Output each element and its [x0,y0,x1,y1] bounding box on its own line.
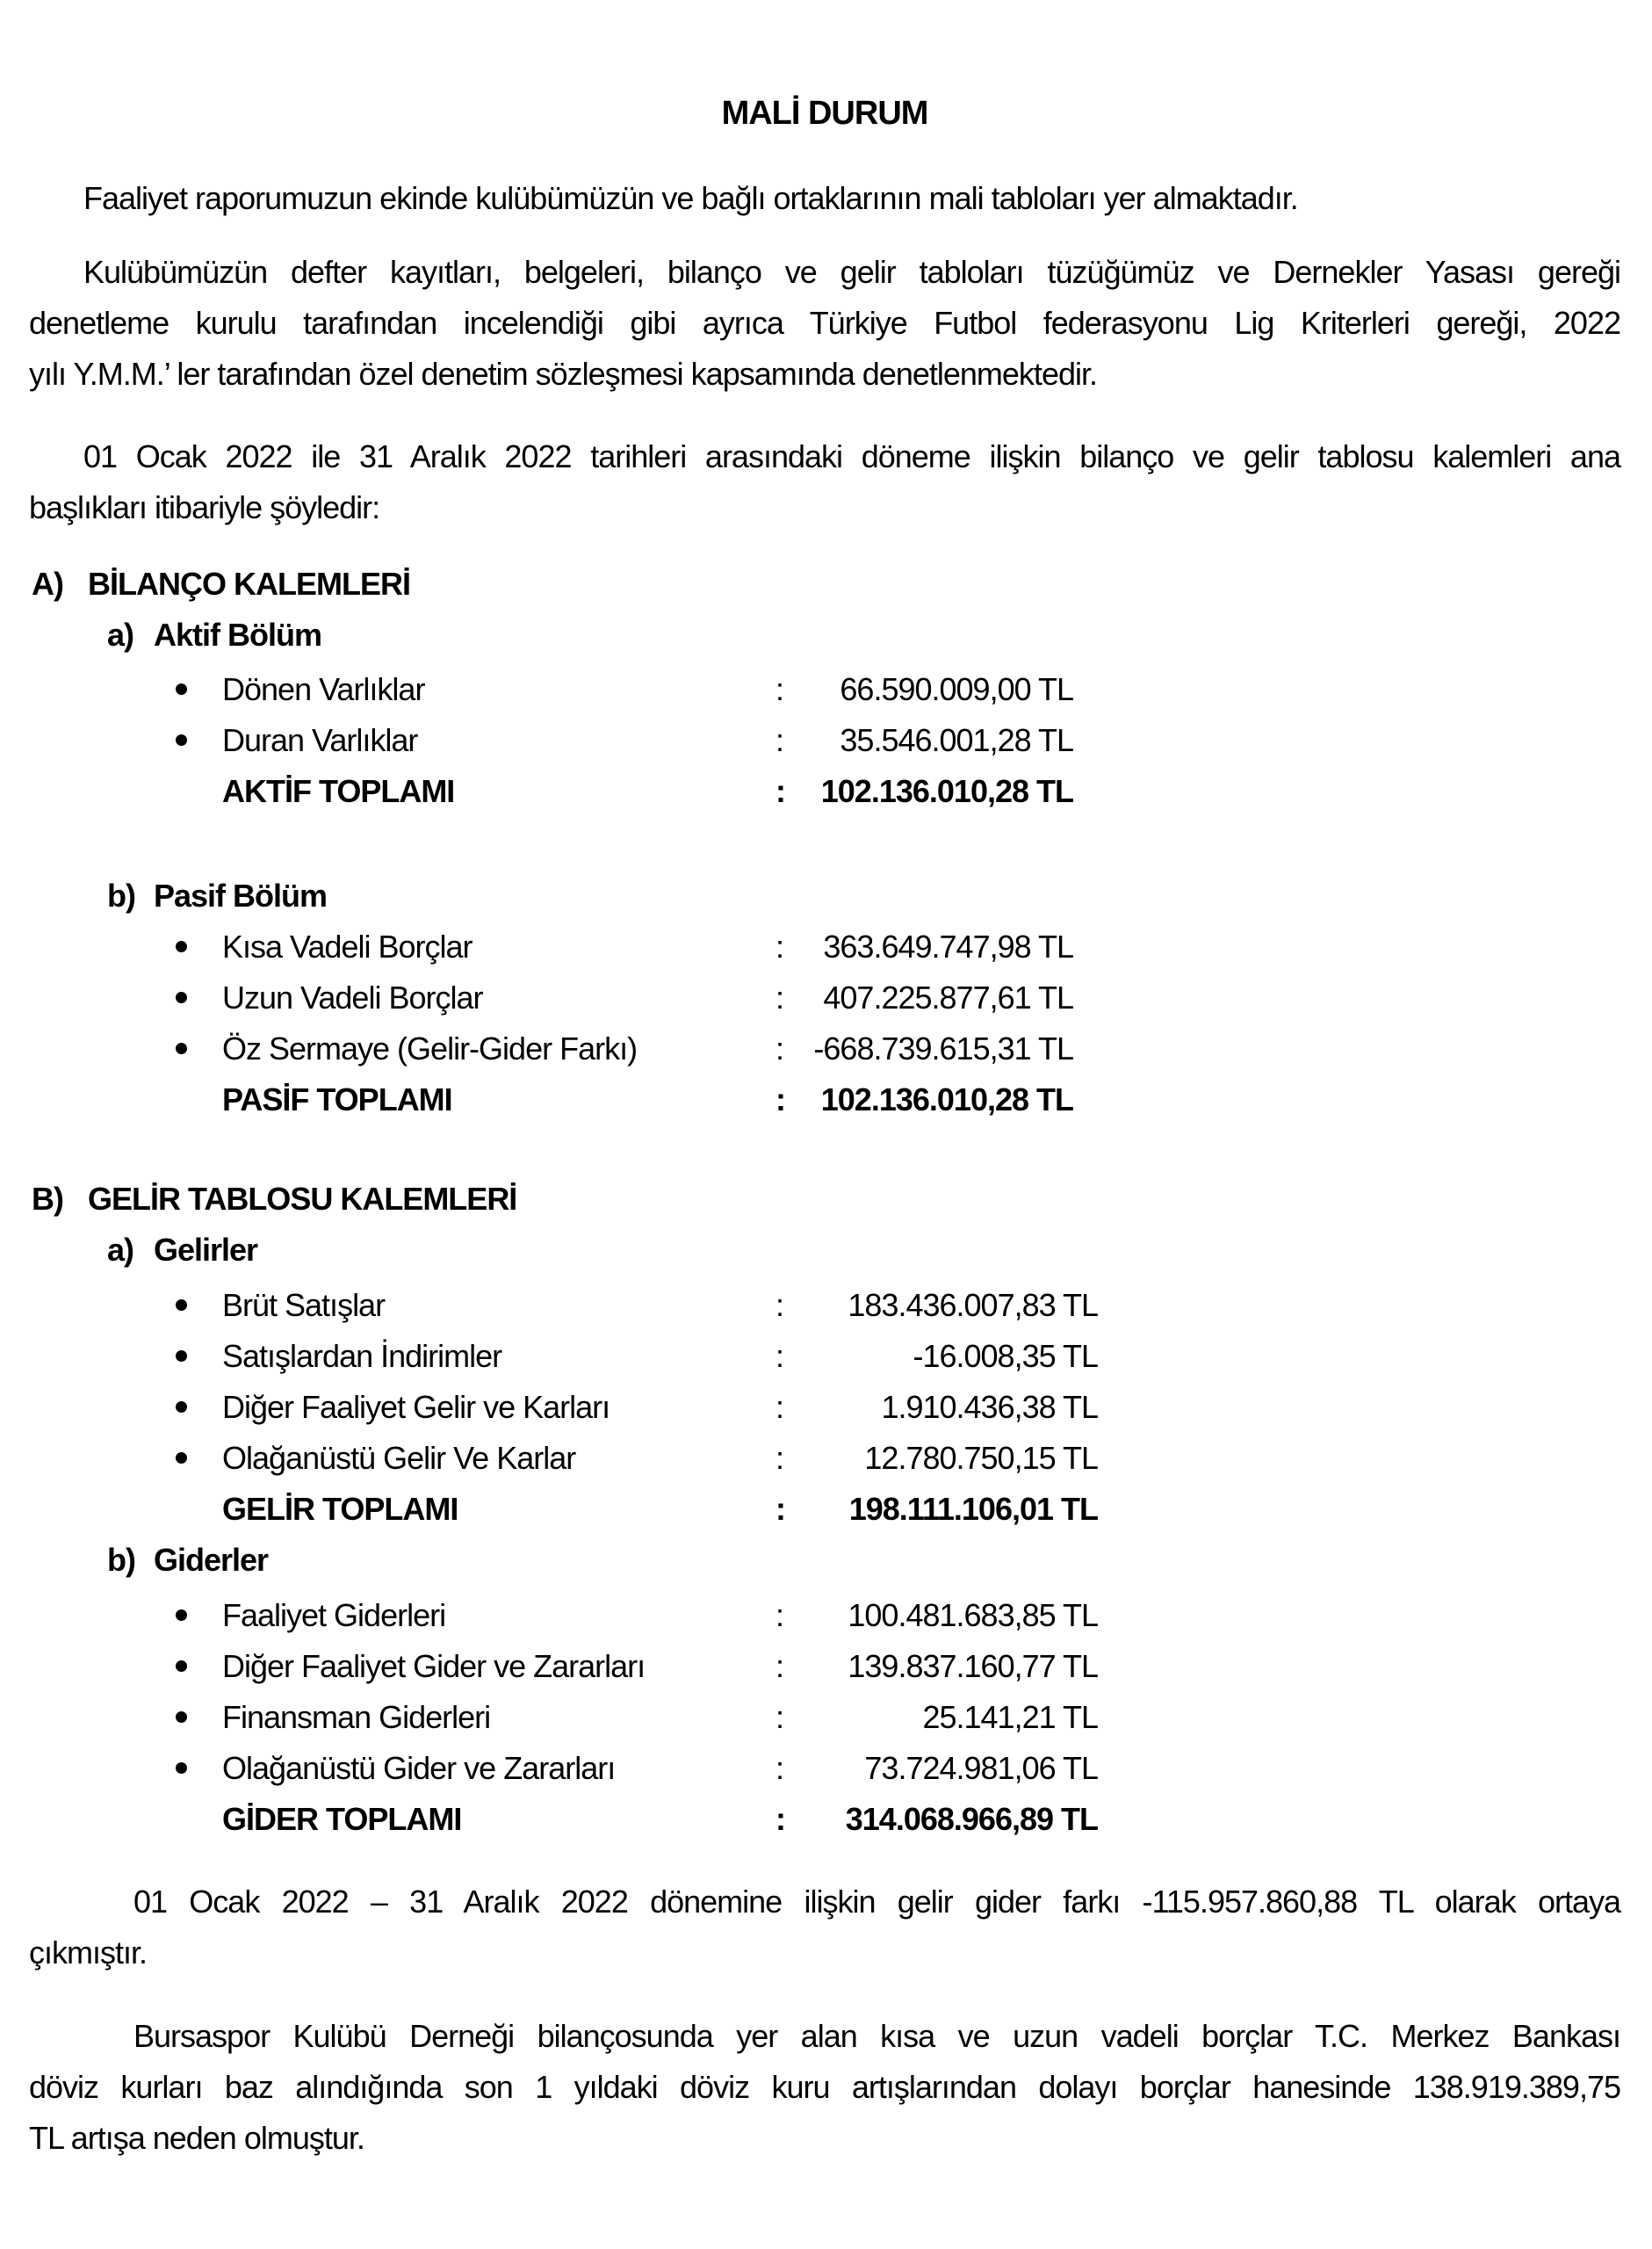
item-colon: : [776,773,785,809]
item-label: Duran Varlıklar [222,722,418,758]
total-row [29,766,1620,817]
table-row [29,1590,1620,1641]
paragraph-line: 01 Ocak 2022 – 31 Aralık 2022 dönemine ilişkin gelir gider farkı -115.957.860,88 TL olarak ortaya [133,1884,1620,1920]
page-title: MALİ DURUM [721,95,928,132]
item-colon: : [776,1287,784,1323]
item-value: 139.837.160,77 TL [848,1648,1098,1684]
table-row [29,1023,1620,1074]
section-marker: A) [32,566,63,602]
bullet-icon [176,992,187,1003]
item-value: 363.649.747,98 TL [823,929,1073,965]
paragraph-period [29,431,1620,533]
table-row [29,1280,1620,1331]
section-title: BİLANÇO KALEMLERİ [88,566,410,602]
item-colon: : [776,1699,784,1735]
subsection-title: Aktif Bölüm [154,617,321,653]
item-value: 407.225.877,61 TL [823,980,1073,1016]
item-colon: : [776,980,784,1016]
item-label: GELİR TOPLAMI [222,1491,458,1527]
table-row [29,1641,1620,1692]
subsection-marker: a) [107,1232,134,1268]
paragraph-line: başlıkları itibariyle şöyledir: [29,489,380,525]
item-label: Dönen Varlıklar [222,671,425,707]
item-colon: : [776,1440,784,1476]
paragraph-line: denetleme kurulu tarafından incelendiği gibi ayrıca Türkiye Futbol federasyonu Lig Kriterleri gereği, 2022 [29,305,1620,341]
table-row [29,1692,1620,1743]
table-row [29,664,1620,715]
paragraph-line: döviz kurları baz alındığında son 1 yıldaki döviz kuru artışlarından dolayı borçlar hanesinde 138.919.389,75 [29,2069,1620,2105]
subsection-heading-pasif [29,871,1620,922]
paragraph-line: TL artışa neden olmuştur. [29,2120,364,2156]
pasif-table [29,922,1620,1125]
section-title: GELİR TABLOSU KALEMLERİ [88,1181,517,1217]
item-colon: : [776,1648,784,1684]
item-value: 35.546.001,28 TL [840,722,1073,758]
item-label: Olağanüstü Gider ve Zararları [222,1750,616,1786]
section-marker: B) [32,1181,63,1217]
bullet-icon [176,1609,187,1621]
bullet-icon [176,1452,187,1464]
table-row [29,973,1620,1023]
subsection-heading-aktif [29,610,1620,661]
item-label: AKTİF TOPLAMI [222,773,455,809]
item-value: 183.436.007,83 TL [848,1287,1098,1323]
item-value: -668.739.615,31 TL [813,1030,1073,1067]
item-value: 102.136.010,28 TL [820,773,1073,809]
item-colon: : [776,1030,784,1067]
item-colon: : [776,1801,785,1837]
table-row [29,1743,1620,1794]
total-row [29,1074,1620,1125]
item-colon: : [776,1750,784,1786]
item-label: Diğer Faaliyet Gelir ve Karları [222,1389,610,1425]
item-label: Kısa Vadeli Borçlar [222,929,473,965]
item-colon: : [776,1081,785,1117]
item-colon: : [776,929,784,965]
item-value: 314.068.966,89 TL [845,1801,1098,1837]
table-row [29,715,1620,766]
item-label: Diğer Faaliyet Gider ve Zararları [222,1648,646,1684]
item-colon: : [776,1597,784,1633]
gelirler-table [29,1280,1620,1535]
bullet-icon [176,1350,187,1362]
subsection-heading-gelirler [29,1225,1620,1276]
paragraph-fx-note [29,2011,1620,2164]
subsection-marker: b) [107,878,135,914]
item-value: -16.008,35 TL [913,1338,1098,1374]
item-label: PASİF TOPLAMI [222,1081,452,1117]
item-colon: : [776,1491,785,1527]
giderler-table [29,1590,1620,1845]
item-label: Öz Sermaye (Gelir-Gider Farkı) [222,1030,638,1067]
paragraph-line: Faaliyet raporumuzun ekinde kulübümüzün ve bağlı ortaklarının mali tabloları yer almaktadır. [83,180,1298,216]
item-label: Uzun Vadeli Borçlar [222,980,483,1016]
bullet-icon [176,1711,187,1723]
paragraph-intro [29,173,1620,224]
paragraph-line: Bursaspor Kulübü Derneği bilançosunda yer alan kısa ve uzun vadeli borçlar T.C. Merkez Bankası [133,2018,1620,2054]
item-label: GİDER TOPLAMI [222,1801,462,1837]
item-value: 1.910.436,38 TL [881,1389,1098,1425]
paragraph-line: 01 Ocak 2022 ile 31 Aralık 2022 tarihleri arasındaki döneme ilişkin bilanço ve gelir tablosu kalemleri ana [83,438,1620,474]
bullet-icon [176,1762,187,1774]
item-value: 66.590.009,00 TL [840,671,1073,707]
item-value: 102.136.010,28 TL [820,1081,1073,1117]
item-label: Satışlardan İndirimler [222,1338,502,1374]
bullet-icon [176,1299,187,1311]
item-colon: : [776,722,784,758]
total-row [29,1484,1620,1535]
subsection-marker: b) [107,1542,135,1578]
paragraph-line: çıkmıştır. [29,1934,147,1971]
item-value: 73.724.981,06 TL [864,1750,1098,1786]
subsection-title: Giderler [154,1542,269,1578]
item-value: 100.481.683,85 TL [848,1597,1098,1633]
bullet-icon [176,734,187,746]
bullet-icon [176,941,187,952]
item-value: 25.141,21 TL [922,1699,1098,1735]
subsection-title: Gelirler [154,1232,258,1268]
bullet-icon [176,1401,187,1413]
bullet-icon [176,1043,187,1054]
total-row [29,1794,1620,1845]
subsection-heading-giderler [29,1535,1620,1586]
table-row [29,922,1620,973]
table-row [29,1331,1620,1382]
item-colon: : [776,1389,784,1425]
item-label: Olağanüstü Gelir Ve Karlar [222,1440,576,1476]
item-colon: : [776,1338,784,1374]
table-row [29,1382,1620,1433]
paragraph-result [29,1877,1620,1978]
bullet-icon [176,683,187,695]
paragraph-line: yılı Y.M.M.’ ler tarafından özel denetim sözleşmesi kapsamında denetlenmektedir. [29,356,1097,392]
subsection-marker: a) [107,617,134,653]
item-label: Faaliyet Giderleri [222,1597,446,1633]
item-label: Brüt Satışlar [222,1287,386,1323]
item-colon: : [776,671,784,707]
subsection-title: Pasif Bölüm [154,878,328,914]
aktif-table [29,664,1620,817]
item-value: 12.780.750,15 TL [864,1440,1098,1476]
table-row [29,1433,1620,1484]
item-label: Finansman Giderleri [222,1699,491,1735]
section-heading-bilanco [29,559,1620,610]
paragraph-audit [29,247,1620,400]
paragraph-line: Kulübümüzün defter kayıtları, belgeleri, bilanço ve gelir tabloları tüzüğümüz ve Dernekler Yasası gereği [83,254,1620,290]
section-heading-gelir-tablosu [29,1174,1620,1225]
bullet-icon [176,1660,187,1672]
item-value: 198.111.106,01 TL [848,1491,1098,1527]
